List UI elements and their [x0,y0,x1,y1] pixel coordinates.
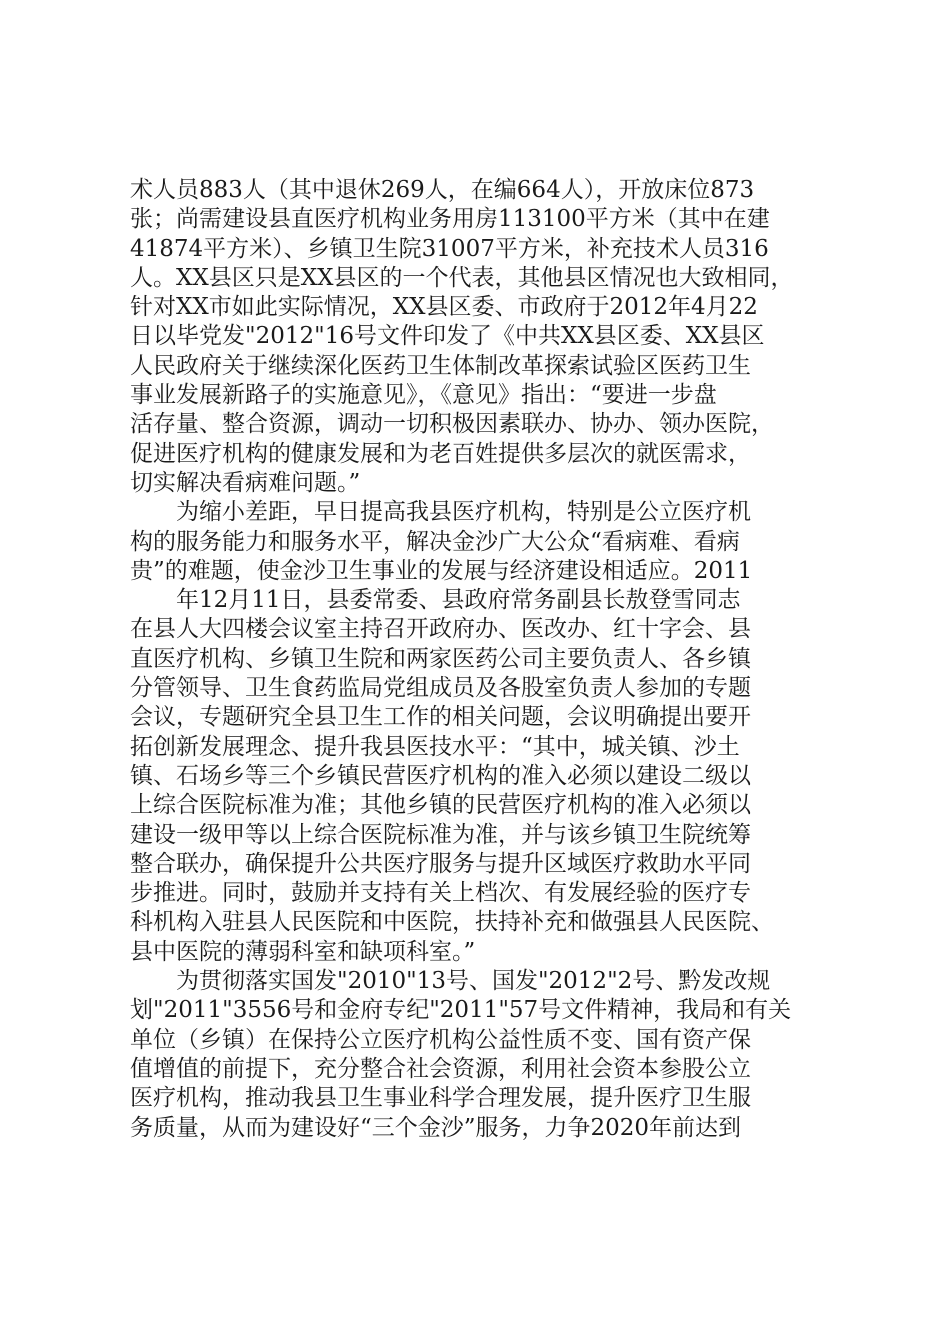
text-line: 针对XX市如此实际情况，XX县区委、市政府于2012年4月22 [130,294,758,321]
text-line: 日以毕党发"2012"16号文件印发了《中共XX县区委、XX县区 [130,323,765,350]
text-line: 术人员883人（其中退休269人，在编664人），开放床位873 [130,177,755,203]
text-line: 值增值的前提下，充分整合社会资源，利用社会资本参股公立 [130,1055,751,1082]
text-line: 人。XX县区只是XX县区的一个代表，其他县区情况也大致相同， [130,264,794,291]
text-line: 直医疗机构、乡镇卫生院和两家医药公司主要负责人、各乡镇 [130,645,751,672]
text-line: 县中医院的薄弱科室和缺项科室。” [130,938,476,965]
text-line: 务质量，从而为建设好“三个金沙”服务，力争2020年前达到 [130,1114,742,1141]
text-line: 贵”的难题，使金沙卫生事业的发展与经济建设相适应。2011 [130,557,753,584]
text-line: 促进医疗机构的健康发展和为老百姓提供多层次的就医需求， [130,440,751,467]
text-line: 构的服务能力和服务水平，解决金沙广大公众“看病难、看病 [130,528,740,555]
text-line: 张；尚需建设县直医疗机构业务用房113100平方米（其中在建 [130,206,770,233]
text-line: 科机构入驻县人民医院和中医院，扶持补充和做强县人民医院、 [130,909,774,936]
text-line: 事业发展新路子的实施意见》，《意见》指出：“要进一步盘 [130,382,717,409]
text-line: 上综合医院标准为准；其他乡镇的民营医疗机构的准入必须以 [130,792,751,819]
text-line: 拓创新发展理念、提升我县医技水平：“其中，城关镇、沙土 [130,733,740,760]
text-line: 活存量、整合资源，调动一切积极因素联办、协办、领办医院， [130,411,774,438]
text-line: 镇、石场乡等三个乡镇民营医疗机构的准入必须以建设二级以 [130,762,751,789]
text-line: 人民政府关于继续深化医药卫生体制改革探索试验区医药卫生 [130,352,751,379]
text-line: 医疗机构，推动我县卫生事业科学合理发展，提升医疗卫生服 [130,1085,751,1112]
text-line: 建设一级甲等以上综合医院标准为准，并与该乡镇卫生院统筹 [130,821,751,848]
text-line: 41874平方米）、乡镇卫生院31007平方米，补充技术人员316 [130,235,769,262]
text-line: 步推进。同时，鼓励并支持有关上档次、有发展经验的医疗专 [130,880,751,907]
text-line: 切实解决看病难问题。” [130,469,361,496]
text-line: 为贯彻落实国发"2010"13号、国发"2012"2号、黔发改规 [176,968,771,995]
text-line: 年12月11日，县委常委、县政府常务副县长敖登雪同志 [176,587,741,614]
text-line: 在县人大四楼会议室主持召开政府办、医改办、红十字会、县 [130,616,751,643]
text-line: 为缩小差距，早日提高我县医疗机构，特别是公立医疗机 [176,499,751,526]
text-line: 单位（乡镇）在保持公立医疗机构公益性质不变、国有资产保 [130,1026,751,1053]
text-line: 划"2011"3556号和金府专纪"2011"57号文件精神，我局和有关 [130,997,792,1024]
body-text [130,176,860,1143]
text-line: 整合联办，确保提升公共医疗服务与提升区域医疗救助水平同 [130,850,751,877]
text-line: 分管领导、卫生食药监局党组成员及各股室负责人参加的专题 [130,675,751,702]
text-line: 会议，专题研究全县卫生工作的相关问题，会议明确提出要开 [130,704,751,731]
